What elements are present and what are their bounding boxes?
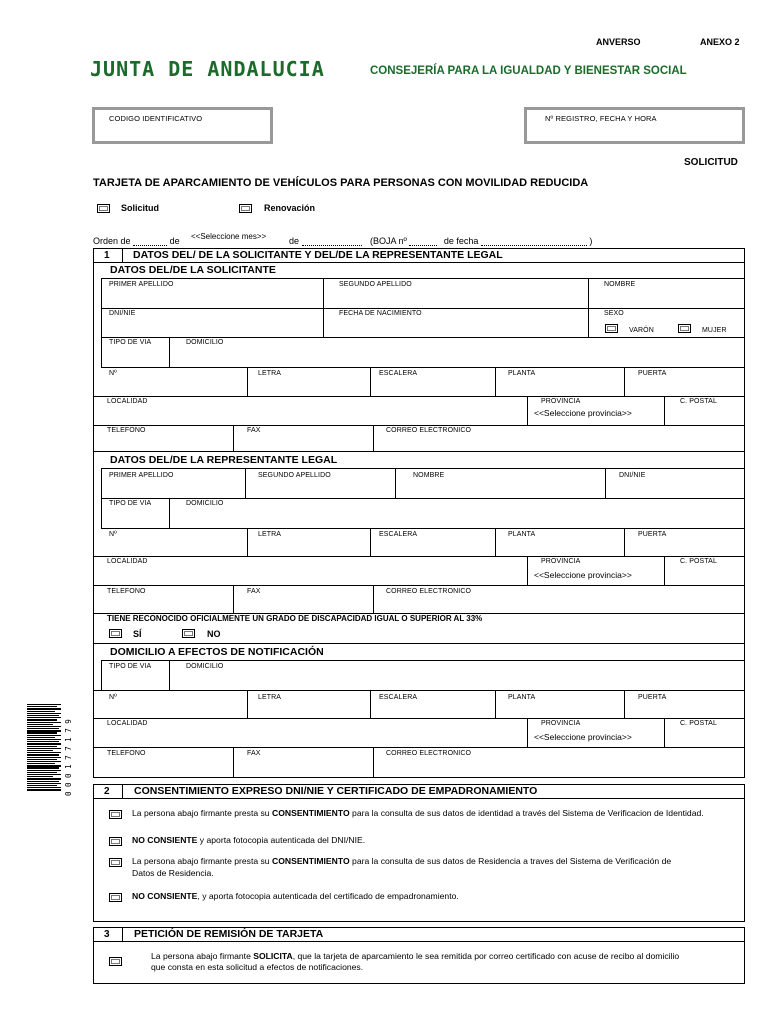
sol-provincia-select[interactable]: <<Seleccione provincia>> [534, 408, 632, 418]
discapacidad-si-checkbox[interactable] [109, 629, 122, 638]
sol-puerta-label: PUERTA [638, 370, 667, 377]
not-provincia-label: PROVINCIA [541, 720, 581, 727]
codigo-label: CODIGO IDENTIFICATIVO [109, 114, 203, 123]
sol-localidad-label: LOCALIDAD [107, 398, 148, 405]
orden-de-label-2: de [169, 236, 180, 246]
sol-tipo-via-label: TIPO DE VIA [109, 339, 152, 346]
not-num-label: Nº [109, 694, 117, 701]
orden-year-line [289, 236, 362, 246]
rep-dni-label: DNI/NIE [619, 472, 646, 479]
section1-title: DATOS DEL/ DE LA SOLICITANTE Y DEL/DE LA REPRESENTANTE LEGAL [133, 249, 503, 261]
not-letra-label: LETRA [258, 694, 282, 701]
not-telefono-label: TELEFONO [107, 750, 146, 757]
sol-letra-label: LETRA [258, 370, 282, 377]
not-fax-label: FAX [247, 750, 261, 757]
remision-text: La persona abajo firmante SOLICITA, que la tarjeta de aparcamiento le sea remitida por correo certificado con acuse de recibo al domicilio que consta en esta solicitud a efectos de notificaciones. [151, 951, 680, 972]
boja-label: (BOJA nº [370, 236, 407, 246]
codigo-box [92, 107, 273, 144]
rep-correo-label: CORREO ELECTRONICO [386, 588, 472, 595]
sol-segundo-apellido-label: SEGUNDO APELLIDO [339, 281, 412, 288]
rep-puerta-label: PUERTA [638, 531, 667, 538]
rep-localidad-label: LOCALIDAD [107, 558, 148, 565]
not-correo-label: CORREO ELECTRONICO [386, 750, 472, 757]
discapacidad-no-checkbox[interactable] [182, 629, 195, 638]
rep-escalera-label: ESCALERA [379, 531, 418, 538]
orden-num-field[interactable] [133, 237, 167, 246]
sol-correo-label: CORREO ELECTRONICO [386, 427, 472, 434]
not-domicilio-label: DOMICILIO [186, 663, 224, 670]
mes-select[interactable]: <<Seleccione mes>> [191, 232, 267, 241]
orden-de-label: Orden de [93, 236, 131, 246]
consent-identity-checkbox[interactable] [109, 810, 122, 819]
sol-cpostal-label: C. POSTAL [680, 398, 717, 405]
renovacion-checkbox[interactable] [239, 204, 252, 213]
sol-nombre-label: NOMBRE [604, 281, 636, 288]
section2-number: 2 [104, 786, 110, 797]
rep-letra-label: LETRA [258, 531, 282, 538]
solicitante-title: DATOS DEL/DE LA SOLICITANTE [110, 264, 276, 276]
form-title: TARJETA DE APARCAMIENTO DE VEHÍCULOS PARA PERSONAS CON MOVILIDAD REDUCIDA [93, 177, 589, 189]
orden-line [93, 236, 180, 246]
rep-domicilio-label: DOMICILIO [186, 500, 224, 507]
de-fecha-label: de fecha [443, 236, 479, 246]
boja-line [370, 236, 592, 246]
section3-number: 3 [104, 929, 110, 940]
rep-provincia-label: PROVINCIA [541, 558, 581, 565]
not-provincia-select[interactable]: <<Seleccione provincia>> [534, 732, 632, 742]
registro-label: Nº REGISTRO, FECHA Y HORA [545, 114, 657, 123]
discapacidad-si-label: SÍ [133, 629, 142, 639]
not-tipo-via-label: TIPO DE VIA [109, 663, 152, 670]
org-logo-text: JUNTA DE ANDALUCIA [90, 57, 325, 81]
solicitud-label: SOLICITUD [684, 157, 738, 168]
notificacion-title: DOMICILIO A EFECTOS DE NOTIFICACIÓN [110, 646, 324, 658]
not-localidad-label: LOCALIDAD [107, 720, 148, 727]
rep-cpostal-label: C. POSTAL [680, 558, 717, 565]
rep-planta-label: PLANTA [508, 531, 536, 538]
consent-residence-checkbox[interactable] [109, 858, 122, 867]
anverso-label: ANVERSO [596, 37, 641, 47]
sol-domicilio-label: DOMICILIO [186, 339, 224, 346]
sol-telefono-label: TELEFONO [107, 427, 146, 434]
orden-de-label-3: de [289, 236, 300, 246]
rep-telefono-label: TELEFONO [107, 588, 146, 595]
sol-primer-apellido-label: PRIMER APELLIDO [109, 281, 174, 288]
anexo-label: ANEXO 2 [700, 37, 740, 47]
not-planta-label: PLANTA [508, 694, 536, 701]
rep-tipo-via-label: TIPO DE VIA [109, 500, 152, 507]
sol-provincia-label: PROVINCIA [541, 398, 581, 405]
rep-num-label: Nº [109, 531, 117, 538]
representante-title: DATOS DEL/DE LA REPRESENTANTE LEGAL [110, 454, 338, 466]
remision-checkbox[interactable] [109, 957, 122, 966]
rep-primer-apellido-label: PRIMER APELLIDO [109, 472, 174, 479]
solicitud-option-label: Solicitud [121, 203, 159, 213]
section1-number: 1 [104, 250, 110, 261]
no-consent-residence-text: NO CONSIENTE, y aporta fotocopia autenticada del certificado de empadronamiento. [132, 891, 459, 901]
orden-year-field[interactable] [302, 237, 362, 246]
rep-fax-label: FAX [247, 588, 261, 595]
varon-label: VARÓN [629, 327, 654, 334]
sol-escalera-label: ESCALERA [379, 370, 418, 377]
consent-identity-text: La persona abajo firmante presta su CONSENTIMIENTO para la consulta de sus datos de identidad a través del Sistema de Verificacion de Identidad. [132, 808, 704, 818]
sol-fax-label: FAX [247, 427, 261, 434]
no-consent-identity-text: NO CONSIENTE y aporta fotocopia autenticada del DNI/NIE. [132, 835, 366, 845]
discapacidad-question: TIENE RECONOCIDO OFICIALMENTE UN GRADO DE DISCAPACIDAD IGUAL O SUPERIOR AL 33% [107, 614, 483, 623]
sol-num-label: Nº [109, 370, 117, 377]
discapacidad-no-label: NO [207, 629, 221, 639]
rep-nombre-label: NOMBRE [413, 472, 445, 479]
no-consent-identity-checkbox[interactable] [109, 837, 122, 846]
renovacion-option-label: Renovación [264, 203, 316, 213]
boja-fecha-field[interactable] [481, 237, 587, 246]
boja-close: ) [589, 236, 593, 246]
rep-provincia-select[interactable]: <<Seleccione provincia>> [534, 570, 632, 580]
sol-sexo-label: SEXO [604, 310, 624, 317]
rep-segundo-apellido-label: SEGUNDO APELLIDO [258, 472, 331, 479]
consejeria-label: CONSEJERÍA PARA LA IGUALDAD Y BIENESTAR SOCIAL [370, 65, 687, 77]
sol-dni-label: DNI/NIE [109, 310, 136, 317]
solicitud-checkbox[interactable] [97, 204, 110, 213]
consent-residence-text: La persona abajo firmante presta su CONSENTIMIENTO para la consulta de sus datos de Residencia a traves del Sistema de Verificación de Datos de Residencia. [132, 856, 672, 878]
varon-checkbox[interactable] [605, 324, 618, 333]
barcode [27, 704, 61, 796]
not-puerta-label: PUERTA [638, 694, 667, 701]
mujer-checkbox[interactable] [678, 324, 691, 333]
sol-planta-label: PLANTA [508, 370, 536, 377]
not-escalera-label: ESCALERA [379, 694, 418, 701]
section2-title: CONSENTIMIENTO EXPRESO DNI/NIE Y CERTIFICADO DE EMPADRONAMIENTO [134, 785, 538, 797]
sol-fecha-nac-label: FECHA DE NACIMIENTO [339, 310, 422, 317]
not-cpostal-label: C. POSTAL [680, 720, 717, 727]
registro-box [524, 107, 745, 144]
barcode-number: 0 0 0 1 7 7 1 7 9 [64, 719, 73, 796]
mujer-label: MUJER [702, 327, 727, 334]
boja-num-field[interactable] [409, 237, 437, 246]
no-consent-residence-checkbox[interactable] [109, 893, 122, 902]
section3-title: PETICIÓN DE REMISIÓN DE TARJETA [134, 928, 324, 940]
